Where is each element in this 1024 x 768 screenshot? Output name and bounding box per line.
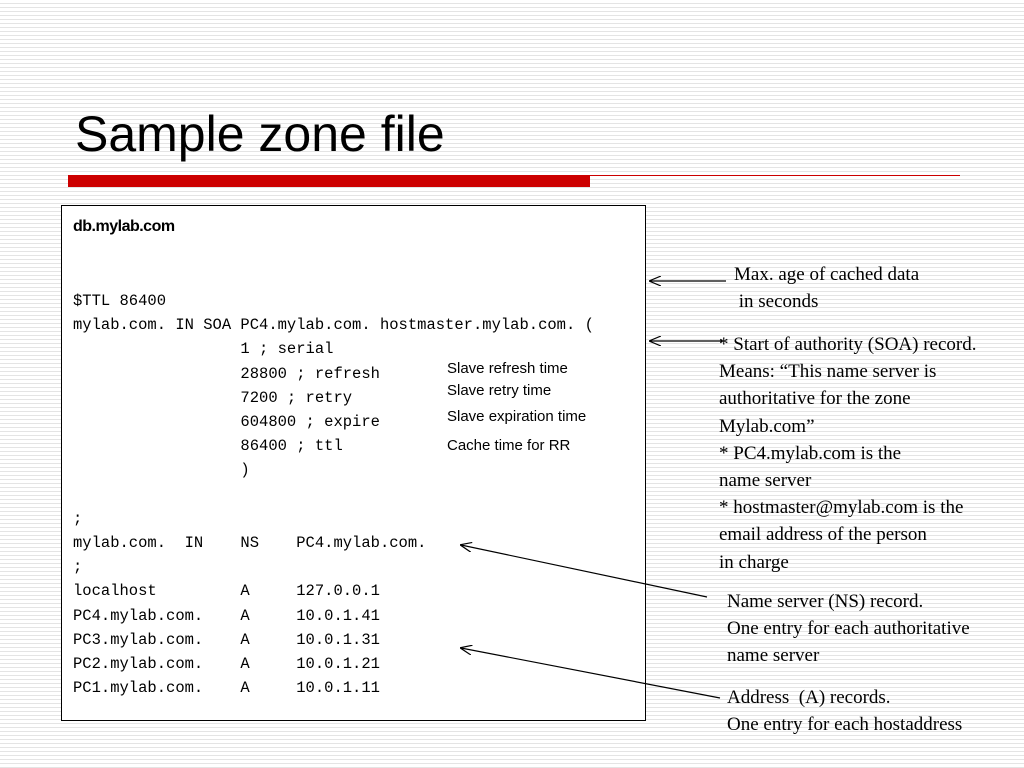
zone-file-line: 1 ; serial bbox=[73, 340, 334, 359]
zone-file-box bbox=[61, 205, 646, 721]
zone-file-line: PC4.mylab.com. A 10.0.1.41 bbox=[73, 606, 380, 625]
zone-file-line: mylab.com. IN SOA PC4.mylab.com. hostmaster.mylab.com. ( bbox=[73, 316, 594, 335]
zone-file-line: PC3.mylab.com. A 10.0.1.31 bbox=[73, 630, 380, 649]
zone-file-line: 28800 ; refresh bbox=[73, 364, 380, 383]
zone-file-line: ) bbox=[73, 461, 250, 480]
zone-file-line: mylab.com. IN NS PC4.mylab.com. bbox=[73, 534, 427, 553]
comment-retry: Slave retry time bbox=[447, 382, 552, 399]
zone-file-line: localhost A 127.0.0.1 bbox=[73, 582, 380, 601]
zone-file-line: ; bbox=[73, 509, 83, 528]
zone-file-line: 604800 ; expire bbox=[73, 413, 380, 432]
zone-file-name: db.mylab.com bbox=[73, 218, 175, 235]
zone-file-line: 7200 ; retry bbox=[73, 388, 353, 407]
annotation-a: Address (A) records. One entry for each hostaddress bbox=[727, 687, 963, 736]
title-accent-bar bbox=[68, 175, 590, 187]
title-rule-line bbox=[590, 175, 960, 176]
comment-ttl: Cache time for RR bbox=[447, 437, 571, 454]
zone-file-line: PC2.mylab.com. A 10.0.1.21 bbox=[73, 655, 380, 674]
zone-file-line: ; bbox=[73, 558, 83, 577]
zone-file-contents bbox=[73, 289, 594, 700]
annotation-ns: Name server (NS) record. One entry for each authoritative name server bbox=[727, 591, 970, 667]
annotation-soa: * Start of authority (SOA) record. Means: “This name server is authoritative for the zone Mylab.com” * PC4.mylab.com is the name server * hostmaster@mylab.com is the email address of the person in charge bbox=[719, 334, 977, 573]
comment-expire: Slave expiration time bbox=[447, 408, 587, 425]
zone-file-line: 86400 ; ttl bbox=[73, 437, 343, 456]
annotation-ttl: Max. age of cached data in seconds bbox=[734, 264, 920, 313]
zone-file-line: PC1.mylab.com. A 10.0.1.11 bbox=[73, 679, 380, 698]
slide-title: Sample zone file bbox=[75, 106, 445, 162]
zone-file-line: $TTL 86400 bbox=[73, 292, 167, 310]
comment-refresh: Slave refresh time bbox=[447, 360, 568, 377]
